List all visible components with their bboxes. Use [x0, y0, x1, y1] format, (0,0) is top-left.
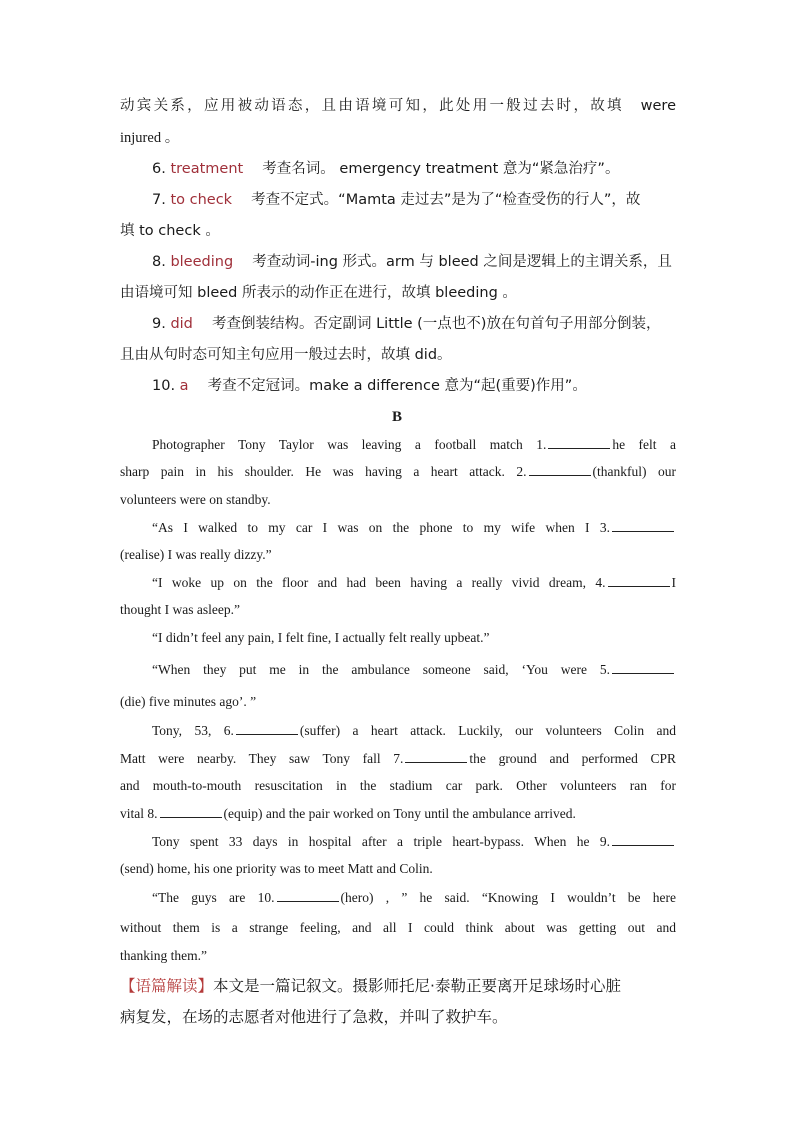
answer-item-10 — [152, 376, 676, 396]
blank-6[interactable] — [236, 722, 298, 735]
answer-explanation: 考查动词-ing 形式。arm 与 bleed 之间是逻辑上的主谓关系，且 — [237, 254, 672, 270]
passage-line: and mouth-to-mouth resuscitation in the stadium car park. Other volunteers ran for — [120, 778, 676, 793]
answer-number: 8. — [152, 254, 166, 270]
blank-8[interactable] — [160, 805, 222, 818]
passage-line: Tony, 53, 6. (suffer) a heart attack. Luckily, our volunteers Colin and — [152, 723, 676, 738]
blank-2[interactable] — [529, 463, 591, 476]
passage-line: “I woke up on the floor and had been having a really vivid dream, 4. I — [152, 575, 676, 590]
passage-analysis — [120, 976, 676, 996]
passage-line: “As I walked to my car I was on the phone to my wife when I 3. — [152, 518, 676, 538]
passage-line: without them is a strange feeling, and all I could think about was getting out and — [120, 920, 676, 935]
blank-10[interactable] — [277, 889, 339, 902]
answer-key: bleeding — [170, 254, 234, 270]
passage-analysis-cont: 病复发，在场的志愿者对他进行了急救，并叫了救护车。 — [120, 1008, 508, 1026]
passage-line: “The guys are 10. (hero) , ” he said. “Knowing I wouldn’t be here — [152, 890, 677, 905]
passage-line: (send) home, his one priority was to meet Matt and Colin. — [120, 861, 433, 876]
answer-item-9-cont: 且由从句时态可知主句应用一般过去时，故填 did。 — [120, 347, 452, 363]
blank-4[interactable] — [608, 574, 670, 587]
answer-item-8 — [152, 252, 676, 272]
analysis-text: 本文是一篇记叙文。摄影师托尼·泰勒正要离开足球场时心脏 — [213, 977, 621, 995]
passage-line: volunteers were on standby. — [120, 492, 271, 507]
passage-line: “I didn’t feel any pain, I felt fine, I actually felt really upbeat.” — [152, 630, 490, 645]
explanation-continued-line: 动宾关系，应用被动语态，且由语境可知，此处用一般过去时，故填 were — [120, 98, 676, 114]
answer-explanation: 考查不定冠词。make a difference 意为“起(重要)作用”。 — [193, 378, 587, 394]
answer-number: 9. — [152, 316, 166, 332]
passage-line: (realise) I was really dizzy.” — [120, 547, 272, 562]
answer-explanation: 考查不定式。“Mamta 走过去”是为了“检查受伤的行人”，故 — [236, 192, 641, 208]
passage-line: (die) five minutes ago’. ” — [120, 694, 257, 709]
answer-explanation: 考查倒装结构。否定副词 Little (一点也不)放在句首句子用部分倒装， — [197, 316, 661, 332]
passage-line: Tony spent 33 days in hospital after a triple heart-bypass. When he 9. — [152, 832, 676, 852]
blank-5[interactable] — [612, 661, 674, 674]
explanation-continued-line: injured 。 — [120, 130, 180, 146]
passage-line: “When they put me in the ambulance someone said, ‘You were 5. — [152, 660, 676, 680]
answer-number: 6. — [152, 161, 166, 177]
blank-3[interactable] — [612, 519, 674, 532]
answer-key: treatment — [170, 161, 244, 177]
answer-item-9 — [152, 314, 676, 334]
passage-line: thanking them.” — [120, 948, 207, 963]
answer-item-8-cont: 由语境可知 bleed 所表示的动作正在进行，故填 bleeding 。 — [120, 285, 517, 301]
answer-key: a — [179, 378, 189, 394]
passage-line: Matt were nearby. They saw Tony fall 7. the ground and performed CPR — [120, 751, 676, 766]
passage-line: vital 8. (equip) and the pair worked on Tony until the ambulance arrived. — [120, 806, 576, 821]
answer-item-6 — [152, 159, 676, 179]
blank-7[interactable] — [405, 750, 467, 763]
blank-9[interactable] — [612, 833, 674, 846]
blank-1[interactable] — [548, 436, 610, 449]
answer-key: to check — [170, 192, 233, 208]
section-heading: B — [391, 409, 402, 425]
answer-key: did — [170, 316, 193, 332]
answer-explanation: 考查名词。 emergency treatment 意为“紧急治疗”。 — [247, 161, 620, 177]
answer-number: 7. — [152, 192, 166, 208]
answer-item-7-cont: 填 to check 。 — [120, 223, 220, 239]
answer-number: 10. — [152, 378, 176, 394]
answer-item-7 — [152, 190, 676, 210]
passage-line: sharp pain in his shoulder. He was having a heart attack. 2. (thankful) our — [120, 464, 676, 479]
passage-line: thought I was asleep.” — [120, 602, 240, 617]
analysis-tag: 【语篇解读】 — [120, 977, 214, 995]
passage-line: Photographer Tony Taylor was leaving a football match 1. he felt a — [152, 437, 676, 452]
